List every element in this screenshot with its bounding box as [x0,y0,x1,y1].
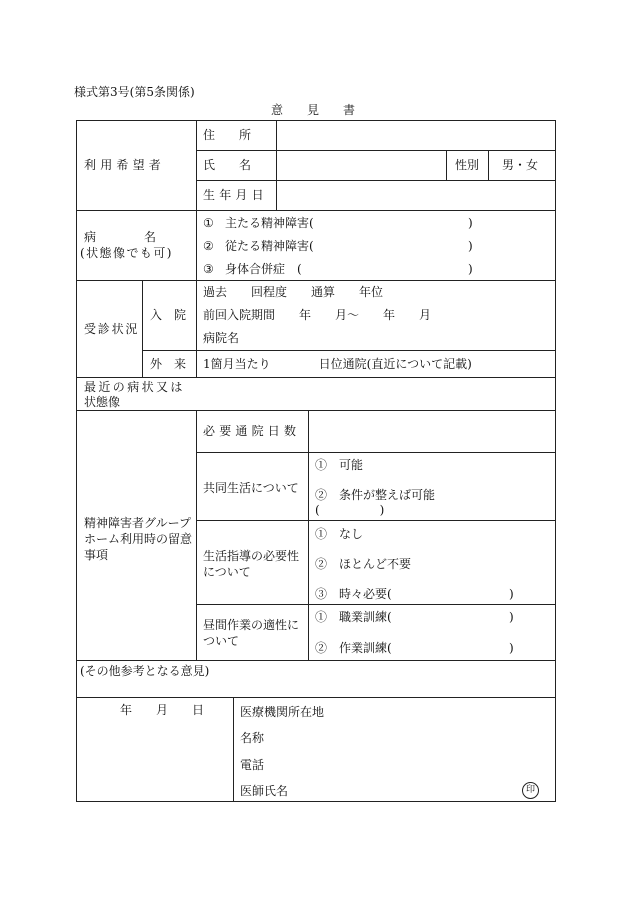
disease-label-note: (状態像でも可) [80,246,173,260]
table-border-top [76,120,556,121]
divider [142,350,556,351]
table-border-left [76,120,77,802]
name-field[interactable] [284,158,440,172]
daytime-label: 昼間作業の適性に [203,618,300,632]
disease-item-close: ) [468,262,473,276]
date-label: 年 月 日 [120,703,205,717]
grouphome-label: 精神障害者グループ [84,516,192,530]
communal-option: ( ) [315,503,385,517]
guidance-close: ) [509,587,514,601]
applicant-section-label: 利用希望者 [84,158,166,172]
divider [76,410,556,411]
phone-label: 電話 [240,758,265,772]
name-label: 氏 名 [203,158,252,172]
grouphome-label: ホーム利用時の留意 [84,532,193,546]
inpatient-line: 過去 回程度 通算 年位 [203,285,384,299]
divider [196,452,556,453]
daytime-close: ) [509,610,514,624]
disease-item-label: 従たる精神障害( [225,239,314,253]
divider [76,377,556,378]
disease-item-close: ) [468,239,473,253]
disease-item-marker: ① [203,216,214,230]
daytime-option: ① 職業訓練( [315,610,392,624]
guidance-option: ② ほとんど不要 [315,557,412,571]
table-border-bottom [76,801,556,802]
divider [488,150,489,180]
disease-item-marker: ② [203,239,214,253]
divider [196,604,556,605]
recent-condition-label: 最近の病状又は [84,380,185,394]
required-days-label: 必要通院日数 [203,424,301,438]
divider [196,520,556,521]
consultation-label: 受診状況 [84,322,140,336]
divider [76,660,556,661]
institution-location-label: 医療機関所在地 [240,705,325,719]
divider [196,410,197,660]
outpatient-text: 1箇月当たり 日位通院(直近について記載) [203,357,472,371]
birthdate-label: 生年月日 [203,188,268,202]
institution-name-label: 名称 [240,731,265,745]
form-number: 様式第3号(第5条関係) [74,85,195,99]
divider [276,120,277,210]
communal-option: ② 条件が整えば可能 [315,488,436,502]
daytime-option: ② 作業訓練( [315,641,392,655]
inpatient-line: 病院名 [203,331,240,345]
inpatient-line: 前回入院期間 年 月〜 年 月 [203,308,432,322]
disease-item-marker: ③ [203,262,214,276]
seal-icon [522,782,539,799]
divider [76,210,556,211]
table-border-right [555,120,556,802]
seal-mark: 印 [525,785,535,795]
guidance-label: 生活指導の必要性 [203,549,300,563]
guidance-option: ③ 時々必要( [315,587,392,601]
guidance-option: ① なし [315,527,364,541]
gender-options[interactable]: 男・女 [502,158,539,172]
disease-label: 病 名 [84,230,157,244]
inpatient-label: 入 院 [150,308,187,322]
doctor-name-label: 医師氏名 [240,784,289,798]
divider [196,150,556,151]
divider [142,280,143,377]
daytime-label: ついて [203,634,240,648]
address-field[interactable] [284,128,550,142]
divider [76,280,556,281]
disease-item-close: ) [468,216,473,230]
disease-item-label: 主たる精神障害( [225,216,314,230]
communal-label: 共同生活について [203,481,299,495]
guidance-label: について [203,565,251,579]
daytime-close: ) [509,641,514,655]
birthdate-field[interactable] [284,188,550,202]
divider [76,697,556,698]
divider [446,150,447,180]
divider [233,697,234,802]
communal-option: ① 可能 [315,458,364,472]
recent-condition-label-2: 状態像 [84,395,121,409]
other-opinion-label: (その他参考となる意見) [80,664,210,678]
address-label: 住 所 [203,128,252,142]
grouphome-label: 事項 [84,548,109,562]
gender-label: 性別 [455,158,480,172]
divider [308,410,309,660]
divider [196,120,197,377]
document-title: 意 見 書 [271,103,356,117]
outpatient-label: 外 来 [150,357,187,371]
divider [196,180,556,181]
disease-item-label: 身体合併症 ( [225,262,302,276]
